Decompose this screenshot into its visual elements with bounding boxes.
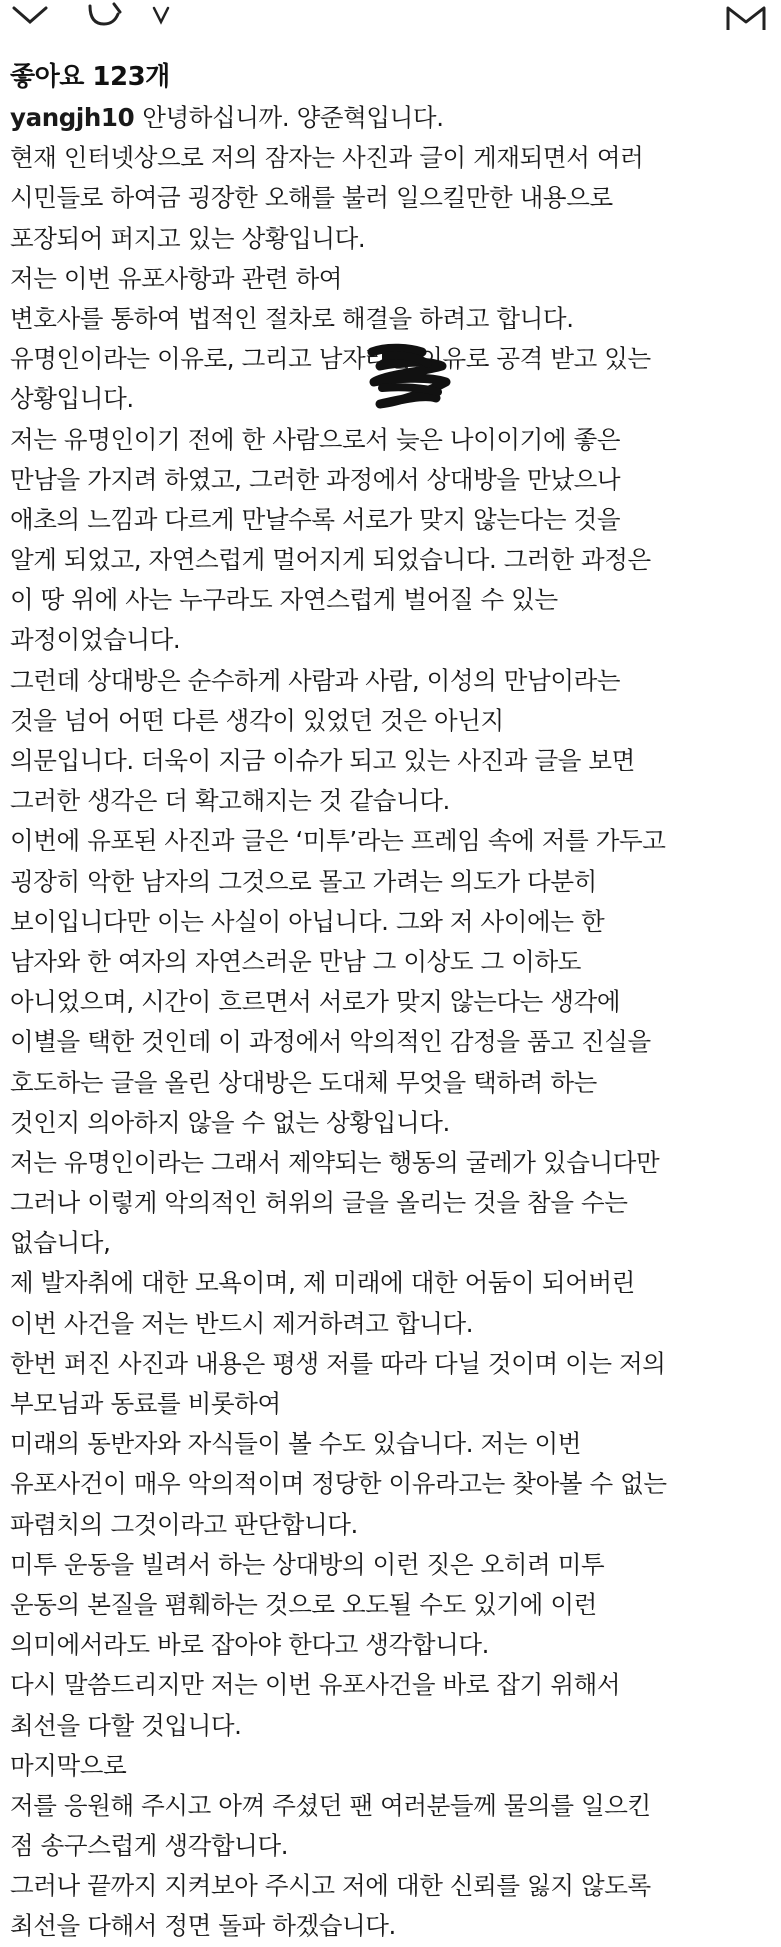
- likes-count[interactable]: 좋아요 123개: [10, 62, 170, 92]
- caption-line: 제 발자취에 대한 모욕이며, 제 미래에 대한 어둠이 되어버린: [10, 1268, 635, 1298]
- caption-line: 그러나 끝까지 지켜보아 주시고 저에 대한 신뢰를 잃지 않도록: [10, 1871, 651, 1901]
- caption-line: 운동의 본질을 폄훼하는 것으로 오도될 수도 있기에 이런: [10, 1589, 597, 1619]
- caption-line: 저는 이번 유포사항과 관련 하여: [10, 263, 343, 293]
- caption-line: 유포사건이 매우 악의적이며 정당한 이유라고는 찾아볼 수 없는: [10, 1469, 667, 1499]
- caption-line: 그런데 상대방은 순수하게 사람과 사람, 이성의 만남이라는: [10, 665, 621, 695]
- username-link[interactable]: yangjh10: [10, 103, 135, 132]
- caption-line: 유명인이라는 이유로, 그리고 남자라는 이유로 공격 받고 있는: [10, 344, 651, 374]
- caption-line: 그러나 이렇게 악의적인 허위의 글을 올리는 것을 참을 수는: [10, 1188, 628, 1218]
- caption-line: 의문입니다. 더욱이 지금 이슈가 되고 있는 사진과 글을 보면: [10, 746, 635, 775]
- caption-line: 만남을 가지려 하였고, 그러한 과정에서 상대방을 만났으나: [10, 464, 621, 494]
- caption-line: 애초의 느낌과 다르게 만날수록 서로가 맞지 않는다는 것을: [10, 504, 621, 534]
- caption-line: 포장되어 퍼지고 있는 상황입니다.: [10, 223, 366, 253]
- caption-line: 이번 사건을 저는 반드시 제거하려고 합니다.: [10, 1308, 474, 1338]
- caption-line: 이번에 유포된 사진과 글은 ‘미투’라는 프레임 속에 저를 가두고: [10, 826, 666, 856]
- caption-line: 없습니다,: [10, 1228, 111, 1258]
- caption-line: 것을 넘어 어떤 다른 생각이 있었던 것은 아닌지: [10, 705, 504, 735]
- comment-icon[interactable]: [84, 0, 124, 34]
- caption-line: 과정이었습니다.: [10, 625, 181, 655]
- caption-line: 그러한 생각은 더 확고해지는 것 같습니다.: [10, 786, 450, 816]
- caption-line: 최선을 다할 것입니다.: [10, 1710, 242, 1740]
- caption-line: 현재 인터넷상으로 저의 잠자는 사진과 글이 게재되면서 여러: [10, 143, 644, 173]
- caption-line: 변호사를 통하여 법적인 절차로 해결을 하려고 합니다.: [10, 303, 574, 333]
- caption-line: 아니었으며, 시간이 흐르면서 서로가 맞지 않는다는 생각에: [10, 987, 621, 1017]
- caption-line: 의미에서라도 바로 잡아야 한다고 생각합니다.: [10, 1630, 490, 1660]
- caption-line: 것인지 의아하지 않을 수 없는 상황입니다.: [10, 1107, 450, 1137]
- caption-line: 상황입니다.: [10, 384, 134, 414]
- caption-text: 안녕하십니까. 양준혁입니다.: [142, 103, 444, 132]
- caption-line: 마지막으로: [10, 1750, 127, 1780]
- caption-line: 남자와 한 여자의 자연스러운 만남 그 이상도 그 이하도: [10, 946, 581, 976]
- caption-line: 보이입니다만 이는 사실이 아닙니다. 그와 저 사이에는 한: [10, 906, 605, 936]
- caption-line: 최선을 다해서 정면 돌파 하겠습니다.: [10, 1911, 396, 1941]
- share-icon[interactable]: [150, 4, 174, 30]
- caption-line: 한번 퍼진 사진과 내용은 평생 저를 따라 다닐 것이며 이는 저의: [10, 1348, 666, 1378]
- caption-line: 시민들로 하여금 굉장한 오해를 불러 일으킬만한 내용으로: [10, 183, 613, 213]
- caption-line: 이 땅 위에 사는 누구라도 자연스럽게 벌어질 수 있는: [10, 585, 558, 615]
- caption-line: 점 송구스럽게 생각합니다.: [10, 1831, 289, 1861]
- caption-line: 이별을 택한 것인데 이 과정에서 악의적인 감정을 품고 진실을: [10, 1027, 651, 1057]
- caption-line: 저는 유명인이기 전에 한 사람으로서 늦은 나이이기에 좋은: [10, 424, 621, 454]
- bookmark-icon[interactable]: [724, 4, 768, 36]
- caption-line: 굉장히 악한 남자의 그것으로 몰고 가려는 의도가 다분히: [10, 866, 597, 896]
- heart-icon[interactable]: [10, 0, 50, 30]
- caption-line: 호도하는 글을 올린 상대방은 도대체 무엇을 택하려 하는: [10, 1067, 597, 1097]
- scribble-mark: [358, 342, 454, 412]
- caption-line: 파렴치의 그것이라고 판단합니다.: [10, 1509, 358, 1539]
- caption-line: 알게 되었고, 자연스럽게 멀어지게 되었습니다. 그러한 과정은: [10, 545, 651, 575]
- caption-line: 미투 운동을 빌려서 하는 상대방의 이런 짓은 오히려 미투: [10, 1549, 605, 1579]
- post-action-bar: [0, 0, 781, 44]
- caption-line: 부모님과 동료를 비롯하여: [10, 1389, 281, 1418]
- caption-line: [10, 98, 776, 138]
- caption-line: 다시 말씀드리지만 저는 이번 유포사건을 바로 잡기 위해서: [10, 1670, 621, 1700]
- caption-line: 저를 응원해 주시고 아껴 주셨던 팬 여러분들께 물의를 일으킨: [10, 1790, 651, 1820]
- caption-line: 미래의 동반자와 자식들이 볼 수도 있습니다. 저는 이번: [10, 1429, 581, 1459]
- caption-line: 저는 유명인이라는 그래서 제약되는 행동의 굴레가 있습니다만: [10, 1147, 660, 1177]
